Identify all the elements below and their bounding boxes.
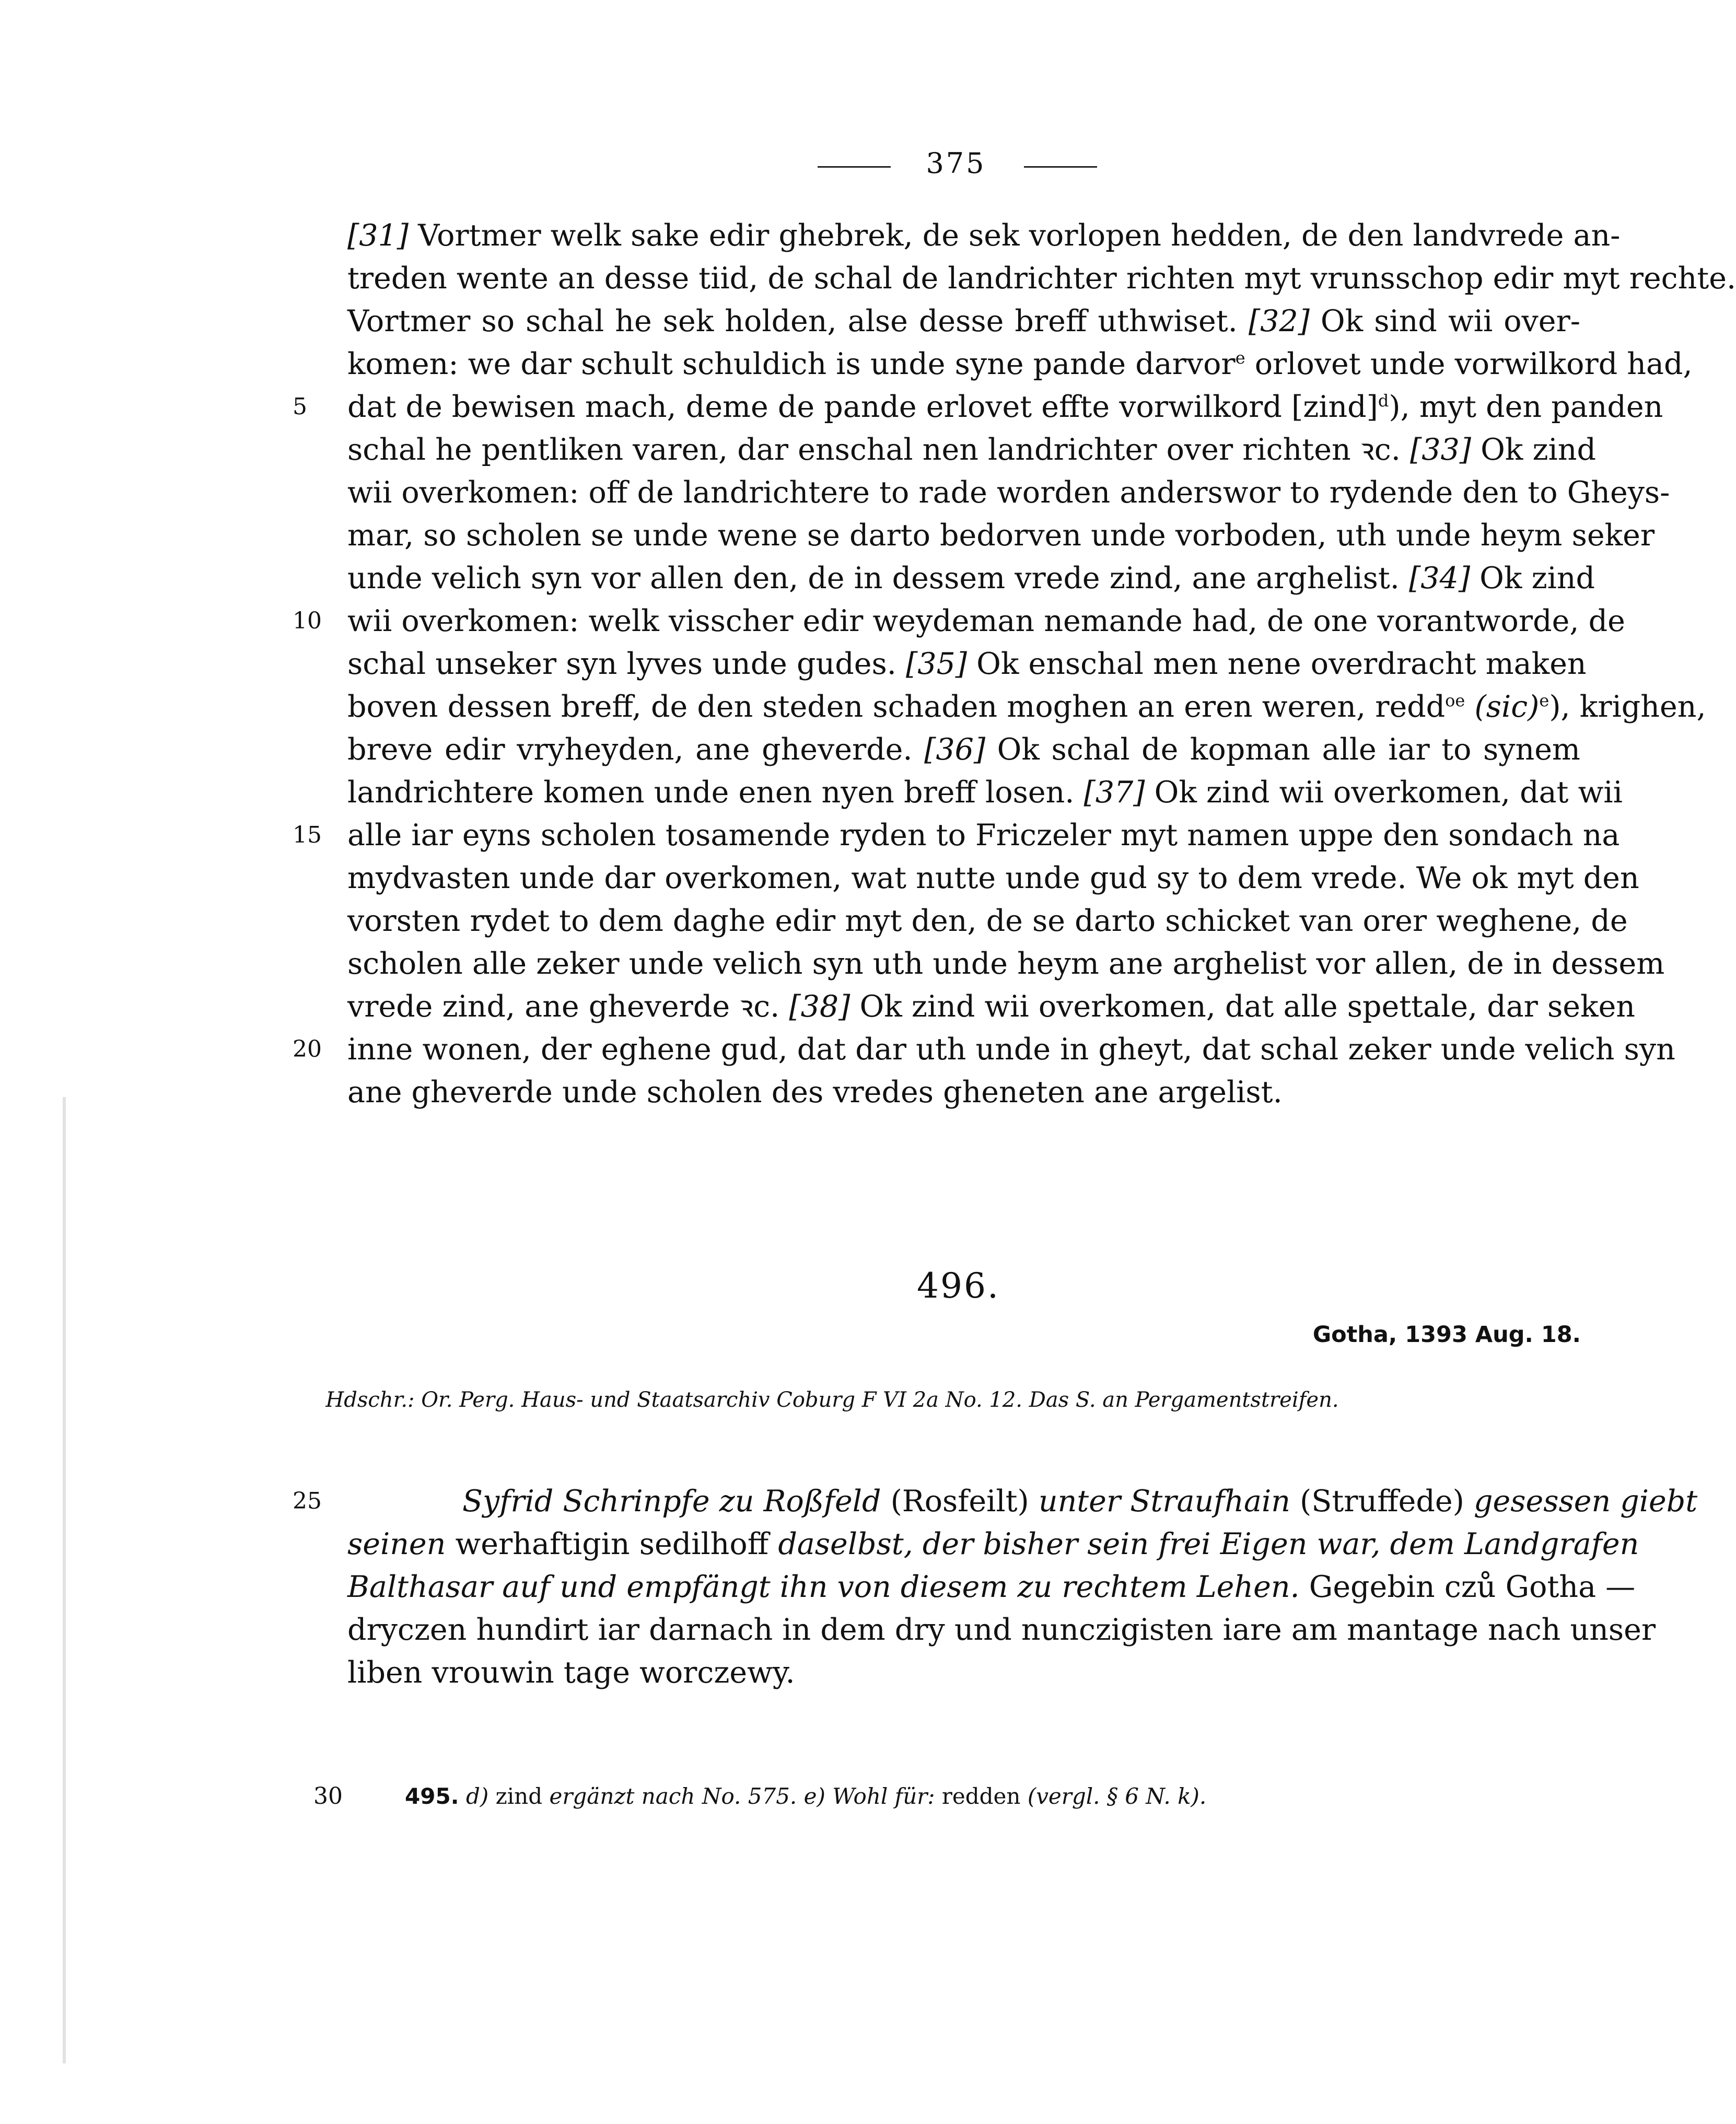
text-run: werhaftigin sedilhoff: [446, 1527, 778, 1561]
footnote-run: (vergl. § 6 N. k).: [1027, 1783, 1207, 1809]
text-run: liben vrouwin tage worczewy.: [347, 1655, 795, 1690]
text-run: seinen: [347, 1527, 446, 1561]
header-rule-left: [818, 166, 891, 168]
paragraph-marker: [32]: [1248, 304, 1310, 339]
text-line: [347, 1071, 1580, 1114]
footnote: [405, 1778, 1206, 1815]
text-run: Ok enschal men nene overdracht maken: [966, 647, 1587, 681]
text-run: schal he pentliken varen, dar enschal nen landrichter over richten ꝛc.: [347, 433, 1410, 467]
text-run: ), krighen,: [1549, 690, 1706, 724]
text-line: [347, 471, 1670, 514]
footnote-line-number: 30: [313, 1783, 343, 1810]
text-line: [347, 214, 1621, 257]
paragraph-marker: [31]: [347, 218, 409, 253]
text-run: gesessen giebt: [1474, 1484, 1698, 1519]
text-run: mar, so scholen se unde wene se darto bedorven unde vorboden, uth unde heym seker: [347, 518, 1655, 553]
text-line: [347, 557, 1595, 600]
text-run: Gegebin czů Gotha —: [1299, 1570, 1636, 1604]
footnote-mark: d: [1378, 391, 1389, 411]
text-line: [347, 942, 1665, 985]
footnote-run: redden: [941, 1783, 1028, 1809]
sic-mark: (sic): [1474, 690, 1540, 724]
text-run: Balthasar auf und empfängt ihn von diesem zu rechtem Lehen.: [347, 1570, 1300, 1604]
line-number: 20: [293, 1036, 322, 1063]
header-rule-right: [1024, 166, 1097, 168]
footnote-run: zind: [495, 1783, 550, 1809]
text-line: [347, 771, 1623, 814]
text-line: [347, 900, 1628, 942]
text-run: Vortmer welk sake edir ghebrek, de sek vorlopen hedden, de den landvrede an-: [409, 218, 1621, 253]
text-line: [347, 1028, 1675, 1071]
text-run: inne wonen, der eghene gud, dat dar uth unde in gheyt, dat schal zeker unde velich syn: [347, 1032, 1675, 1067]
text-line: [347, 386, 1663, 428]
footnote-run: ergänzt nach No. 575. e) Wohl für:: [549, 1783, 942, 1809]
scan-edge-shadow: [63, 1097, 66, 2063]
text-run: daselbst, der bisher sein frei Eigen war, dem Landgrafen: [778, 1527, 1639, 1561]
text-line: [347, 728, 1580, 771]
source-note: Hdschr.: Or. Perg. Haus- und Staatsarchiv Coburg F VI 2a No. 12. Das S. an Pergamentstreifen.: [325, 1388, 1339, 1412]
text-run: unter Straufhain: [1038, 1484, 1290, 1519]
text-run: boven dessen breff, de den steden schaden moghen an eren weren, redd: [347, 690, 1446, 724]
text-line: [347, 300, 1580, 343]
text-run: [1465, 690, 1474, 724]
paragraph-marker: [33]: [1409, 433, 1471, 467]
regest-line: [347, 1523, 1639, 1566]
text-run: landrichtere komen unde enen nyen breff losen.: [347, 775, 1084, 810]
text-line: [347, 343, 1693, 386]
text-line: [347, 643, 1587, 685]
text-line: [347, 514, 1655, 557]
text-run: vorsten rydet to dem daghe edir myt den, de se darto schicket van orer weghene, de: [347, 904, 1628, 938]
paragraph-marker: [35]: [905, 647, 967, 681]
text-run: dryczen hundirt iar darnach in dem dry und nunczigisten iare am mantage nach unser: [347, 1613, 1656, 1647]
regest-line: [347, 1480, 1698, 1523]
footnote-mark: e: [1539, 691, 1549, 710]
text-run: ), myt den panden: [1389, 390, 1663, 424]
text-run: wii overkomen: welk visscher edir weydeman nemande had, de one vorantworde, de: [347, 604, 1625, 638]
footnote-run: d): [466, 1783, 496, 1809]
line-number: 5: [293, 393, 307, 420]
text-run: Ok zind wii overkomen, dat wii: [1145, 775, 1623, 810]
line-number: 15: [293, 822, 322, 848]
paragraph-marker: [34]: [1409, 561, 1471, 596]
text-line: [347, 257, 1736, 300]
regest-line: [347, 1566, 1636, 1608]
text-run: alle iar eyns scholen tosamende ryden to Friczeler myt namen uppe den sondach na: [347, 818, 1620, 853]
text-line: [347, 857, 1639, 900]
text-run: orlovet unde vorwilkord had,: [1245, 347, 1693, 381]
footnote-mark: e: [1235, 348, 1245, 368]
page-number: 375: [926, 147, 986, 180]
text-line: [347, 428, 1596, 471]
dateline: Gotha, 1393 Aug. 18.: [1312, 1322, 1581, 1348]
text-run: Vortmer so schal he sek holden, alse desse breff uthwiset.: [347, 304, 1249, 339]
text-line: [347, 600, 1625, 643]
text-run: scholen alle zeker unde velich syn uth unde heym ane arghelist vor allen, de in dessem: [347, 947, 1665, 981]
footnote-mark: oe: [1445, 691, 1465, 710]
text-run: Ok schal de kopman alle iar to synem: [985, 732, 1580, 767]
regest-line: [347, 1651, 1580, 1694]
text-run: komen: we dar schult schuldich is unde syne pande darvor: [347, 347, 1236, 381]
text-run: (Struffede): [1290, 1484, 1474, 1519]
paragraph-marker: [38]: [789, 989, 850, 1024]
text-run: ane gheverde unde scholen des vredes gheneten ane argelist.: [347, 1075, 1283, 1110]
text-line: [347, 985, 1636, 1028]
regest-block: [347, 1480, 1698, 1694]
text-run: Syfrid Schrinpfe zu Roßfeld: [462, 1484, 881, 1519]
footnote-ref: 495.: [405, 1783, 459, 1809]
text-run: unde velich syn vor allen den, de in dessem vrede zind, ane arghelist.: [347, 561, 1409, 596]
paragraph-marker: [36]: [924, 732, 986, 767]
text-line: [347, 814, 1620, 857]
text-run: wii overkomen: off de landrichtere to rade worden anderswor to rydende den to Gheys-: [347, 475, 1670, 510]
text-run: mydvasten unde dar overkomen, wat nutte unde gud sy to dem vrede. We ok myt den: [347, 861, 1639, 895]
text-run: treden wente an desse tiid, de schal de landrichter richten myt vrunsschop edir myt rechte.: [347, 261, 1736, 296]
text-run: schal unseker syn lyves unde gudes.: [347, 647, 906, 681]
text-run: (Rosfeilt): [881, 1484, 1039, 1519]
regest-line: [347, 1608, 1656, 1651]
text-run: vrede zind, ane gheverde ꝛc.: [347, 989, 789, 1024]
regest-line-number: 25: [293, 1488, 322, 1514]
paragraph-marker: [37]: [1083, 775, 1145, 810]
text-run: Ok zind wii overkomen, dat alle spettale, dar seken: [850, 989, 1636, 1024]
text-run: dat de bewisen mach, deme de pande erlovet effte vorwilkord [zind]: [347, 390, 1378, 424]
text-run: breve edir vryheyden, ane gheverde.: [347, 732, 925, 767]
main-text-block: [347, 214, 1736, 1114]
text-run: Ok zind: [1470, 561, 1595, 596]
text-line: [347, 685, 1706, 728]
line-number: 10: [293, 608, 322, 634]
document-number: 496.: [917, 1266, 1000, 1306]
text-run: Ok zind: [1471, 433, 1596, 467]
text-run: Ok sind wii over-: [1309, 304, 1580, 339]
